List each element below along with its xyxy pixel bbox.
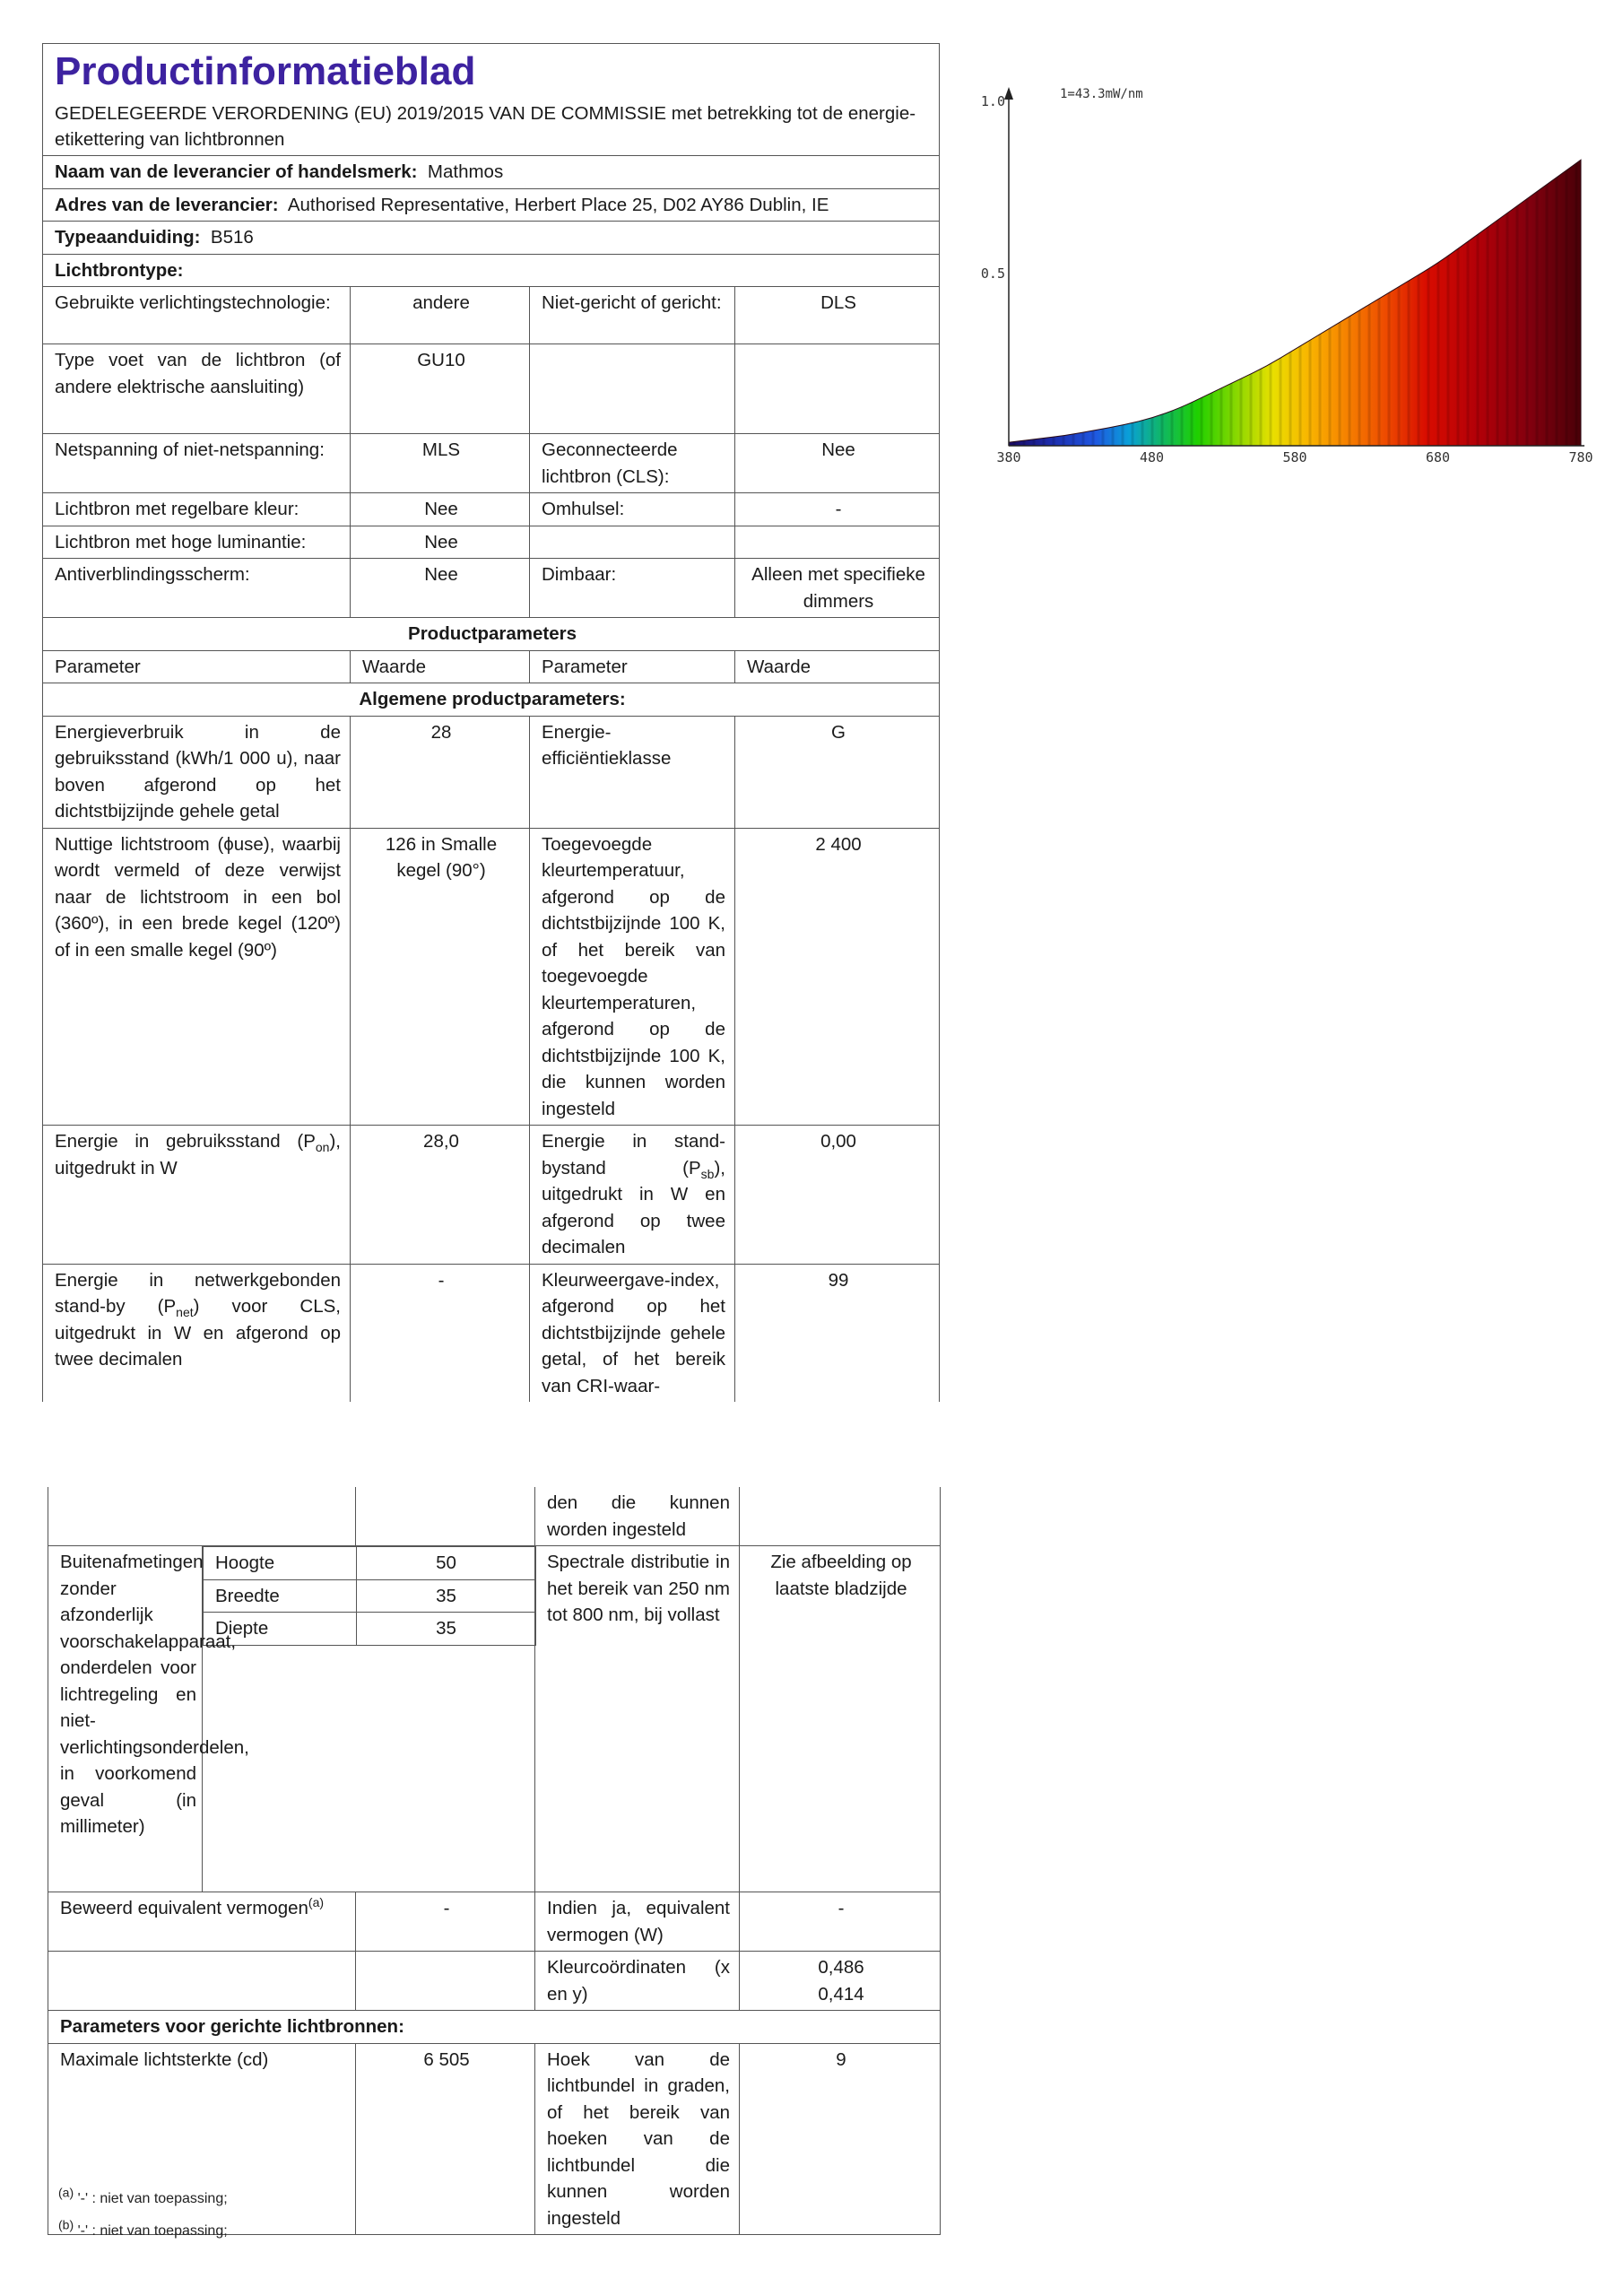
param-technology: Gebruikte verlichtingstechnologie: bbox=[43, 287, 351, 344]
address-row bbox=[43, 188, 940, 222]
param-efficiency-class: Energie-efficiëntieklasse bbox=[530, 716, 735, 828]
value-cri: 99 bbox=[735, 1264, 940, 1402]
value-cls: Nee bbox=[735, 434, 940, 493]
param-cri-continued: den die kunnen worden ingesteld bbox=[535, 1487, 740, 1546]
param-colour-temperature: Toegevoegde kleurtemperatuur, afgerond op de dichtstbijzijnde 100 K, of het bereik van toegevoegde kleurtemperaturen, afgerond op de dichtstbijzijnde 100 K, die kunnen worden ingesteld bbox=[530, 828, 735, 1126]
regulation-text: GEDELEGEERDE VERORDENING (EU) 2019/2015 VAN DE COMMISSIE met betrekking tot de energie-etikettering van lichtbronnen bbox=[55, 103, 916, 150]
dimension-depth-label: Diepte bbox=[204, 1613, 357, 1646]
chromaticity-empty-2 bbox=[356, 1952, 535, 2011]
supplier-row bbox=[43, 156, 940, 189]
value-technology: andere bbox=[351, 287, 530, 344]
param-chromaticity: Kleurcoördinaten (x en y) bbox=[535, 1952, 740, 2011]
col-header-param-1: Parameter bbox=[43, 650, 351, 683]
col-header-param-2: Parameter bbox=[530, 650, 735, 683]
address-label: Adres van de leverancier: bbox=[55, 194, 279, 215]
col-header-value-1: Waarde bbox=[351, 650, 530, 683]
x-tick-labels bbox=[996, 449, 1593, 465]
product-info-table-page-2 bbox=[48, 1487, 941, 2235]
footnote-ref-a: (a) bbox=[308, 1895, 325, 1910]
value-useful-flux: 126 in Smalle kegel (90°) bbox=[351, 828, 530, 1126]
chromaticity-x: 0,486 bbox=[818, 1957, 864, 1978]
spectrum-area bbox=[1009, 160, 1581, 446]
value-colour-tunable: Nee bbox=[351, 493, 530, 526]
value-chromaticity bbox=[740, 1952, 941, 2011]
param-equivalent-watt: Indien ja, equivalent vermogen (W) bbox=[535, 1892, 740, 1952]
footnote-b bbox=[58, 2217, 228, 2240]
chart-annotation: 1=43.3mW/nm bbox=[1060, 87, 1143, 101]
x-tick-label: 480 bbox=[1139, 449, 1165, 465]
lightsource-type-label: Lichtbrontype: bbox=[43, 254, 940, 287]
product-info-table-page-1 bbox=[42, 43, 940, 1402]
value-empty-1 bbox=[735, 344, 940, 434]
param-mains: Netspanning of niet-netspanning: bbox=[43, 434, 351, 493]
param-colour-tunable: Lichtbron met regelbare kleur: bbox=[43, 493, 351, 526]
value-empty-2 bbox=[735, 526, 940, 559]
param-useful-flux: Nuttige lichtstroom (ϕuse), waarbij wordt vermeld of deze verwijst naar de lichtstroom in een bol (360º), in een brede kegel (120º) of in een smalle kegel (90º) bbox=[43, 828, 351, 1126]
param-beam-angle: Hoek van de lichtbundel in graden, of het bereik van hoeken van de lichtbundel die kunnen worden ingesteld bbox=[535, 2043, 740, 2235]
dimension-height-value: 50 bbox=[357, 1547, 536, 1580]
param-peak-intensity: Maximale lichtsterkte (cd) bbox=[48, 2043, 356, 2235]
param-on-mode-power bbox=[43, 1126, 351, 1265]
dimensions-table bbox=[203, 1546, 536, 1646]
param-anti-glare: Antiverblindingsscherm: bbox=[43, 559, 351, 618]
param-on-mode-power-sub: on bbox=[315, 1140, 330, 1155]
value-peak-intensity: 6 505 bbox=[356, 2043, 535, 2235]
y-tick-labels bbox=[981, 93, 1005, 282]
param-networked-standby-sub: net bbox=[176, 1305, 194, 1320]
param-networked-standby bbox=[43, 1264, 351, 1402]
y-tick-label: 0.5 bbox=[980, 265, 1005, 282]
param-cls: Geconnecteerde lichtbron (CLS): bbox=[530, 434, 735, 493]
chromaticity-empty-1 bbox=[48, 1952, 356, 2011]
page-title: Productinformatieblad bbox=[55, 49, 476, 93]
x-tick-label: 380 bbox=[996, 449, 1021, 465]
spectral-distribution-chart bbox=[964, 76, 1610, 471]
param-standby-power-text: Energie in stand-bystand (P bbox=[542, 1131, 725, 1178]
dimension-width-value: 35 bbox=[357, 1579, 536, 1613]
param-standby-power bbox=[530, 1126, 735, 1265]
param-high-luminance: Lichtbron met hoge luminantie: bbox=[43, 526, 351, 559]
param-cap-type: Type voet van de lichtbron (of andere elektrische aansluiting) bbox=[43, 344, 351, 434]
dimension-height-label: Hoogte bbox=[204, 1547, 357, 1580]
param-on-mode-power-text: Energie in gebruiksstand (P bbox=[55, 1131, 316, 1152]
value-cap-type: GU10 bbox=[351, 344, 530, 434]
directional-params-header: Parameters voor gerichte lichtbronnen: bbox=[48, 2011, 941, 2044]
supplier-label: Naam van de leverancier of handelsmerk: bbox=[55, 161, 418, 182]
param-energy-consumption: Energieverbruik in de gebruiksstand (kWh/1 000 u), naar boven afgerond op het dichtstbijzijnde gehele getal bbox=[43, 716, 351, 828]
x-tick-label: 780 bbox=[1568, 449, 1593, 465]
continued-empty-2 bbox=[356, 1487, 535, 1546]
value-spectral-distribution: Zie afbeelding op laatste bladzijde bbox=[740, 1546, 941, 1892]
param-equivalent-power-text: Beweerd equivalent vermogen bbox=[60, 1898, 308, 1918]
title-cell bbox=[43, 44, 940, 156]
continued-empty-1 bbox=[48, 1487, 356, 1546]
param-networked-standby-text: Energie in netwerkgebonden stand-by (P bbox=[55, 1269, 341, 1317]
footnote-b-text: '-' : niet van toepassing; bbox=[77, 2223, 228, 2239]
param-empty-2 bbox=[530, 526, 735, 559]
param-networked-standby-text-2: ) voor CLS, uitgedrukt in W en afgerond op twee decimalen bbox=[55, 1296, 341, 1370]
footnote-a-text: '-' : niet van toepassing; bbox=[77, 2191, 228, 2206]
param-cri: Kleurweergave-index, afgerond op het dichtstbijzijnde gehele getal, of het bereik van CRI-waar- bbox=[530, 1264, 735, 1402]
param-standby-power-text-2: ), uitgedrukt in W en afgerond op twee decimalen bbox=[542, 1157, 725, 1257]
value-standby-power: 0,00 bbox=[735, 1126, 940, 1265]
value-anti-glare: Nee bbox=[351, 559, 530, 618]
value-envelope: - bbox=[735, 493, 940, 526]
model-label: Typeaanduiding: bbox=[55, 227, 201, 248]
value-networked-standby: - bbox=[351, 1264, 530, 1402]
chromaticity-y: 0,414 bbox=[818, 1983, 864, 2005]
value-mains: MLS bbox=[351, 434, 530, 493]
param-standby-power-sub: sb bbox=[700, 1166, 715, 1181]
value-equivalent-power: - bbox=[356, 1892, 535, 1952]
value-colour-temperature: 2 400 bbox=[735, 828, 940, 1126]
col-header-value-2: Waarde bbox=[735, 650, 940, 683]
value-on-mode-power: 28,0 bbox=[351, 1126, 530, 1265]
value-efficiency-class: G bbox=[735, 716, 940, 828]
footnote-a-mark: (a) bbox=[58, 2185, 74, 2200]
general-params-header: Algemene productparameters: bbox=[43, 683, 940, 717]
value-high-luminance: Nee bbox=[351, 526, 530, 559]
x-tick-label: 680 bbox=[1425, 449, 1451, 465]
param-equivalent-power bbox=[48, 1892, 356, 1952]
param-spectral-distribution: Spectrale distributie in het bereik van 250 nm tot 800 nm, bij vollast bbox=[535, 1546, 740, 1892]
footnote-a bbox=[58, 2185, 228, 2208]
model-value: B516 bbox=[210, 227, 254, 248]
continued-empty-3 bbox=[740, 1487, 941, 1546]
y-tick-label: 1.0 bbox=[980, 93, 1005, 109]
product-params-header: Productparameters bbox=[43, 618, 940, 651]
value-dimmable: Alleen met specifieke dimmers bbox=[735, 559, 940, 618]
value-beam-angle: 9 bbox=[740, 2043, 941, 2235]
param-on-mode-power-text-2: ), uitgedrukt in W bbox=[55, 1131, 341, 1178]
param-dimensions: Buitenafmetingen zonder afzonderlijk voorschakelapparaat, onderdelen voor lichtregeling en niet-verlichtingsonderdelen, in voorkomend geval (in millimeter) bbox=[48, 1546, 203, 1892]
x-tick-label: 580 bbox=[1282, 449, 1307, 465]
value-energy-consumption: 28 bbox=[351, 716, 530, 828]
address-value: Authorised Representative, Herbert Place 25, D02 AY86 Dublin, IE bbox=[287, 194, 829, 215]
value-equivalent-watt: - bbox=[740, 1892, 941, 1952]
param-directional: Niet-gericht of gericht: bbox=[530, 287, 735, 344]
param-dimmable: Dimbaar: bbox=[530, 559, 735, 618]
supplier-value: Mathmos bbox=[427, 161, 504, 182]
y-axis-arrow bbox=[1004, 87, 1013, 100]
dimensions-cell bbox=[203, 1546, 535, 1892]
value-directional: DLS bbox=[735, 287, 940, 344]
param-empty-1 bbox=[530, 344, 735, 434]
dimension-depth-value: 35 bbox=[357, 1613, 536, 1646]
param-envelope: Omhulsel: bbox=[530, 493, 735, 526]
model-row bbox=[43, 222, 940, 255]
footnote-b-mark: (b) bbox=[58, 2217, 74, 2232]
dimension-width-label: Breedte bbox=[204, 1579, 357, 1613]
